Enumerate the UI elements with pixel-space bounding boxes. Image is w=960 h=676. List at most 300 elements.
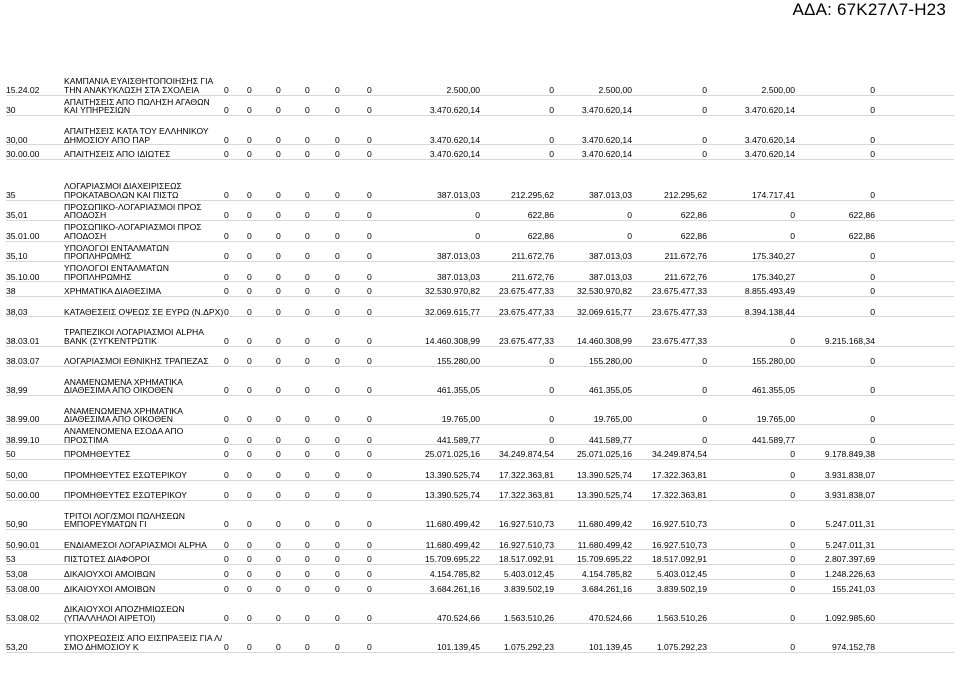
- amount-cell: 0: [549, 149, 554, 160]
- amount-cell: 0: [305, 149, 310, 160]
- amount-cell: 0: [870, 434, 875, 445]
- amount-cell: 0: [367, 414, 372, 425]
- amount-cell: 0: [224, 271, 229, 282]
- table-row: [6, 425, 954, 445]
- amount-cell: 0: [247, 449, 252, 460]
- amount-cell: 0: [247, 385, 252, 396]
- account-code: 35: [6, 190, 16, 201]
- amount-cell: 0: [276, 286, 281, 297]
- amount-cell: 0: [702, 356, 707, 367]
- account-description: ΑΝΑΜΕΝΩΜΕΝΑ ΧΡΗΜΑΤΙΚΑ ΔΙΑΘΕΣΙΜΑ ΑΠΟ ΟΙΚΟΘΕΝ: [64, 405, 183, 425]
- table-row: [6, 241, 954, 261]
- amount-cell: 32.530.970,82: [577, 286, 632, 297]
- account-code: 30,00: [6, 134, 28, 145]
- amount-cell: 2.500,00: [598, 85, 632, 96]
- amount-cell: 0: [335, 434, 340, 445]
- amount-cell: 0: [335, 641, 340, 652]
- amount-cell: 0: [367, 554, 372, 565]
- amount-cell: 0: [276, 469, 281, 480]
- amount-cell: 9.178.849,38: [824, 449, 875, 460]
- amount-cell: 0: [790, 519, 795, 530]
- amount-cell: 0: [276, 414, 281, 425]
- amount-cell: 0: [276, 85, 281, 96]
- amount-cell: 0: [870, 251, 875, 262]
- amount-cell: 0: [247, 490, 252, 501]
- amount-cell: 0: [247, 539, 252, 550]
- account-description: ΕΝΔΙΑΜΕΣΟΙ ΛΟΓΑΡΙΑΣΜΟΙ ALPHA: [64, 539, 207, 550]
- amount-cell: 0: [790, 469, 795, 480]
- amount-cell: 0: [627, 230, 632, 241]
- amount-cell: 13.390.525,74: [425, 469, 480, 480]
- amount-cell: 0: [790, 230, 795, 241]
- amount-cell: 0: [224, 251, 229, 262]
- amount-cell: 0: [335, 356, 340, 367]
- amount-cell: 0: [305, 134, 310, 145]
- amount-cell: 0: [702, 414, 707, 425]
- account-code: 30.00.00: [6, 149, 40, 160]
- amount-cell: 0: [790, 449, 795, 460]
- amount-cell: 0: [305, 230, 310, 241]
- account-description: ΤΡΙΤΟΙ ΛΟΓ/ΣΜΟΙ ΠΩΛΗΣΕΩΝ ΕΜΠΟΡΕΥΜΑΤΩΝ ΓΙ: [64, 510, 185, 530]
- amount-cell: 1.092.985,60: [824, 612, 875, 623]
- amount-cell: 622,86: [527, 210, 554, 221]
- amount-cell: 0: [276, 190, 281, 201]
- amount-cell: 0: [276, 105, 281, 116]
- table-row: [6, 568, 954, 579]
- amount-cell: 0: [305, 306, 310, 317]
- amount-cell: 0: [247, 85, 252, 96]
- account-description: ΠΡΟΜΗΘΕΥΤΕΣ: [64, 449, 131, 460]
- amount-cell: 0: [335, 414, 340, 425]
- account-code: 38.99.00: [6, 414, 40, 425]
- amount-cell: 0: [335, 569, 340, 580]
- table-row: [6, 623, 954, 652]
- amount-cell: 23.675.477,33: [652, 286, 707, 297]
- amount-cell: 13.390.525,74: [577, 469, 632, 480]
- amount-cell: 0: [790, 490, 795, 501]
- amount-cell: 0: [276, 612, 281, 623]
- amount-cell: 17.322.363,81: [652, 490, 707, 501]
- table-row: [6, 583, 954, 594]
- amount-cell: 0: [247, 149, 252, 160]
- amount-cell: 0: [247, 251, 252, 262]
- amount-cell: 0: [335, 105, 340, 116]
- account-code: 53.08.02: [6, 612, 40, 623]
- amount-cell: 23.675.477,33: [499, 286, 554, 297]
- amount-cell: 0: [305, 490, 310, 501]
- amount-cell: 0: [305, 190, 310, 201]
- amount-cell: 0: [790, 569, 795, 580]
- amount-cell: 19.765,00: [756, 414, 795, 425]
- amount-cell: 0: [870, 271, 875, 282]
- amount-cell: 0: [367, 306, 372, 317]
- table-row: [6, 594, 954, 623]
- amount-cell: 0: [335, 230, 340, 241]
- amount-cell: 461.355,05: [751, 385, 795, 396]
- amount-cell: 0: [335, 85, 340, 96]
- amount-cell: 0: [335, 251, 340, 262]
- amount-cell: 0: [702, 134, 707, 145]
- amount-cell: 0: [224, 641, 229, 652]
- amount-cell: 1.563.510,26: [503, 612, 554, 623]
- amount-cell: 0: [549, 105, 554, 116]
- amount-cell: 0: [475, 230, 480, 241]
- amount-cell: 0: [276, 641, 281, 652]
- amount-cell: 0: [247, 434, 252, 445]
- amount-cell: 32.069.615,77: [425, 306, 480, 317]
- amount-cell: 0: [367, 641, 372, 652]
- amount-cell: 0: [870, 149, 875, 160]
- amount-cell: 0: [335, 306, 340, 317]
- amount-cell: 0: [549, 434, 554, 445]
- amount-cell: 3.684.261,16: [581, 583, 632, 594]
- amount-cell: 15.709.695,22: [577, 554, 632, 565]
- account-code: 35,10: [6, 251, 28, 262]
- amount-cell: 0: [367, 335, 372, 346]
- amount-cell: 0: [367, 612, 372, 623]
- account-code: 30: [6, 105, 16, 116]
- amount-cell: 4.154.785,82: [429, 569, 480, 580]
- amount-cell: 441.589,77: [588, 434, 632, 445]
- amount-cell: 0: [549, 85, 554, 96]
- amount-cell: 0: [224, 414, 229, 425]
- account-description: ΛΟΓΑΡΙΑΣΜΟΙ ΕΘΝΙΚΗΣ ΤΡΑΠΕΖΑΣ: [64, 356, 209, 367]
- amount-cell: 0: [247, 230, 252, 241]
- table-row: [6, 530, 954, 550]
- amount-cell: 0: [367, 519, 372, 530]
- table-row: [6, 116, 954, 145]
- account-code: 38,03: [6, 306, 28, 317]
- amount-cell: 0: [367, 85, 372, 96]
- amount-cell: 0: [305, 251, 310, 262]
- amount-cell: 0: [335, 519, 340, 530]
- amount-cell: 0: [247, 306, 252, 317]
- amount-cell: 11.680.499,42: [425, 519, 480, 530]
- amount-cell: 622,86: [527, 230, 554, 241]
- amount-cell: 0: [870, 356, 875, 367]
- amount-cell: 441.589,77: [436, 434, 480, 445]
- account-description: ΠΡΟΣΩΠΙΚΟ-ΛΟΓΑΡΙΑΣΜΟΙ ΠΡΟΣ ΑΠΟΔΟΣΗ: [64, 222, 202, 241]
- amount-cell: 0: [335, 449, 340, 460]
- amount-cell: 0: [702, 434, 707, 445]
- account-code: 15.24.02: [6, 85, 40, 96]
- account-description: ΔΙΚΑΙΟΥΧΟΙ ΑΜΟΙΒΩΝ: [64, 569, 156, 580]
- amount-cell: 174.717,41: [751, 190, 795, 201]
- amount-cell: 3.839.502,19: [656, 583, 707, 594]
- amount-cell: 2.500,00: [446, 85, 480, 96]
- amount-cell: 0: [367, 569, 372, 580]
- amount-cell: 0: [276, 149, 281, 160]
- account-description: ΥΠΟΛΟΓΟΙ ΕΝΤΑΛΜΑΤΩΝ ΠΡΟΠΛΗΡΩΜΗΣ: [64, 262, 169, 282]
- amount-cell: 0: [870, 105, 875, 116]
- ada-header: ΑΔΑ: 67Κ27Λ7-Η23: [792, 0, 946, 19]
- amount-cell: 0: [702, 105, 707, 116]
- amount-cell: 175.340,27: [751, 271, 795, 282]
- amount-cell: 17.322.363,81: [499, 469, 554, 480]
- amount-cell: 0: [247, 554, 252, 565]
- amount-cell: 101.139,45: [588, 641, 632, 652]
- amount-cell: 0: [276, 251, 281, 262]
- amount-cell: 0: [870, 306, 875, 317]
- amount-cell: 0: [305, 641, 310, 652]
- amount-cell: 5.403.012,45: [656, 569, 707, 580]
- amount-cell: 0: [305, 539, 310, 550]
- table-row: [6, 460, 954, 480]
- amount-cell: 0: [305, 335, 310, 346]
- table-row: [6, 553, 954, 564]
- account-code: 38,99: [6, 385, 28, 396]
- amount-cell: 0: [870, 385, 875, 396]
- amount-cell: 0: [276, 539, 281, 550]
- amount-cell: 14.460.308,99: [425, 335, 480, 346]
- amount-cell: 0: [305, 569, 310, 580]
- amount-cell: 0: [305, 519, 310, 530]
- account-code: 38: [6, 286, 16, 297]
- amount-cell: 25.071.025,16: [425, 449, 480, 460]
- amount-cell: 0: [870, 286, 875, 297]
- amount-cell: 13.390.525,74: [577, 490, 632, 501]
- amount-cell: 0: [276, 306, 281, 317]
- amount-cell: 155.280,00: [751, 356, 795, 367]
- amount-cell: 3.839.502,19: [503, 583, 554, 594]
- amount-cell: 1.248.226,63: [824, 569, 875, 580]
- amount-cell: 175.340,27: [751, 251, 795, 262]
- amount-cell: 0: [790, 210, 795, 221]
- amount-cell: 387.013,03: [436, 271, 480, 282]
- amount-cell: 0: [224, 85, 229, 96]
- amount-cell: 0: [224, 519, 229, 530]
- amount-cell: 0: [335, 612, 340, 623]
- amount-cell: 0: [247, 190, 252, 201]
- amount-cell: 0: [305, 449, 310, 460]
- amount-cell: 16.927.510,73: [652, 519, 707, 530]
- amount-cell: 32.530.970,82: [425, 286, 480, 297]
- amount-cell: 0: [627, 210, 632, 221]
- amount-cell: 0: [224, 230, 229, 241]
- account-code: 35,01: [6, 210, 28, 221]
- amount-cell: 0: [224, 356, 229, 367]
- amount-cell: 211.672,76: [664, 271, 707, 282]
- amount-cell: 0: [335, 469, 340, 480]
- amount-cell: 0: [367, 539, 372, 550]
- amount-cell: 155.280,00: [436, 356, 480, 367]
- amount-cell: 3.470.620,14: [429, 105, 480, 116]
- amount-cell: 0: [702, 149, 707, 160]
- amount-cell: 0: [305, 271, 310, 282]
- amount-cell: 0: [224, 449, 229, 460]
- amount-cell: 0: [224, 469, 229, 480]
- ledger-table: [6, 58, 954, 653]
- amount-cell: 0: [702, 85, 707, 96]
- amount-cell: 0: [224, 554, 229, 565]
- account-code: 50: [6, 449, 16, 460]
- amount-cell: 622,86: [848, 210, 875, 221]
- amount-cell: 470.524,66: [588, 612, 632, 623]
- amount-cell: 212.295,62: [663, 190, 707, 201]
- amount-cell: 3.931.838,07: [824, 469, 875, 480]
- amount-cell: 0: [790, 335, 795, 346]
- amount-cell: 15.709.695,22: [425, 554, 480, 565]
- account-description: ΑΠΑΙΤΗΣΕΙΣ ΚΑΤΑ ΤΟΥ ΕΛΛΗΝΙΚΟΥ ΔΗΜΟΣΙΟΥ ΑΠΟ ΠΑΡ: [64, 125, 209, 145]
- amount-cell: 3.931.838,07: [824, 490, 875, 501]
- amount-cell: 387.013,03: [588, 271, 632, 282]
- account-code: 38.03.01: [6, 335, 40, 346]
- amount-cell: 0: [790, 641, 795, 652]
- amount-cell: 387.013,03: [436, 251, 480, 262]
- amount-cell: 17.322.363,81: [652, 469, 707, 480]
- amount-cell: 441.589,77: [751, 434, 795, 445]
- amount-cell: 19.765,00: [441, 414, 480, 425]
- amount-cell: 0: [247, 569, 252, 580]
- amount-cell: 14.460.308,99: [577, 335, 632, 346]
- amount-cell: 0: [276, 554, 281, 565]
- amount-cell: 13.390.525,74: [425, 490, 480, 501]
- amount-cell: 0: [335, 583, 340, 594]
- amount-cell: 0: [790, 612, 795, 623]
- amount-cell: 0: [224, 385, 229, 396]
- amount-cell: 3.470.620,14: [429, 149, 480, 160]
- amount-cell: 8.394.138,44: [744, 306, 795, 317]
- amount-cell: 0: [247, 469, 252, 480]
- amount-cell: 0: [367, 105, 372, 116]
- account-description: ΛΟΓΑΡΙΑΣΜΟΙ ΔΙΑΧΕΙΡΙΣΕΩΣ ΠΡΟΚΑΤΑΒΟΛΩΝ ΚΑΙ ΠΙΣΤΩ: [64, 181, 182, 201]
- amount-cell: 0: [247, 641, 252, 652]
- amount-cell: 0: [549, 134, 554, 145]
- amount-cell: 0: [224, 105, 229, 116]
- amount-cell: 2.500,00: [761, 85, 795, 96]
- amount-cell: 211.672,76: [511, 271, 554, 282]
- amount-cell: 0: [224, 583, 229, 594]
- amount-cell: 0: [870, 190, 875, 201]
- amount-cell: 0: [367, 490, 372, 501]
- amount-cell: 0: [335, 210, 340, 221]
- amount-cell: 0: [335, 134, 340, 145]
- amount-cell: 0: [276, 583, 281, 594]
- amount-cell: 3.470.620,14: [581, 105, 632, 116]
- account-code: 50,00: [6, 469, 28, 480]
- amount-cell: 212.295,62: [510, 190, 554, 201]
- amount-cell: 0: [276, 449, 281, 460]
- amount-cell: 0: [367, 251, 372, 262]
- amount-cell: 0: [224, 490, 229, 501]
- amount-cell: 23.675.477,33: [499, 335, 554, 346]
- amount-cell: 17.322.363,81: [499, 490, 554, 501]
- amount-cell: 11.680.499,42: [577, 519, 632, 530]
- amount-cell: 19.765,00: [593, 414, 632, 425]
- ledger-body: [6, 58, 954, 652]
- amount-cell: 5.247.011,31: [825, 539, 875, 550]
- amount-cell: 0: [247, 414, 252, 425]
- table-row: [6, 366, 954, 395]
- amount-cell: 387.013,03: [588, 190, 632, 201]
- amount-cell: 0: [790, 554, 795, 565]
- account-code: 38.99.10: [6, 434, 40, 445]
- amount-cell: 0: [224, 210, 229, 221]
- amount-cell: 461.355,05: [588, 385, 632, 396]
- amount-cell: 211.672,76: [664, 251, 707, 262]
- amount-cell: 32.069.615,77: [577, 306, 632, 317]
- amount-cell: 0: [224, 335, 229, 346]
- amount-cell: 11.680.499,42: [577, 539, 632, 550]
- account-description: ΑΝΑΜΕΝΟΜΕΝΑ ΕΣΟΔΑ ΑΠΟ ΠΡΟΣΤΙΜΑ: [64, 426, 184, 445]
- amount-cell: 8.855.493,49: [744, 286, 795, 297]
- amount-cell: 0: [335, 271, 340, 282]
- amount-cell: 0: [305, 414, 310, 425]
- account-code: 35.01.00: [6, 230, 40, 241]
- amount-cell: 0: [247, 519, 252, 530]
- amount-cell: 5.403.012,45: [503, 569, 554, 580]
- account-description: ΑΠΑΙΤΗΣΕΙΣ ΑΠΟ ΠΩΛΗΣΗ ΑΓΑΘΩΝ ΚΑΙ ΥΠΗΡΕΣΙΩΝ: [64, 96, 210, 116]
- amount-cell: 3.470.620,14: [581, 134, 632, 145]
- amount-cell: 23.675.477,33: [652, 306, 707, 317]
- account-description: ΚΑΤΑΘΕΣΕΙΣ ΟΨΕΩΣ ΣΕ ΕΥΡΩ (Ν.ΔΡΧ): [64, 306, 224, 317]
- amount-cell: 0: [305, 85, 310, 96]
- table-row: [6, 261, 954, 281]
- amount-cell: 0: [367, 230, 372, 241]
- amount-cell: 0: [475, 210, 480, 221]
- amount-cell: 0: [305, 210, 310, 221]
- amount-cell: 155.241,03: [831, 583, 875, 594]
- account-description: ΥΠΟΧΡΕΩΣΕΙΣ ΑΠΟ ΕΙΣΠΡΑΞΕΙΣ ΓΙΑ Λ/ΣΜΟ ΔΗΜΟΣΙΟΥ Κ: [64, 633, 223, 652]
- table-row: [6, 448, 954, 459]
- amount-cell: 387.013,03: [588, 251, 632, 262]
- amount-cell: 0: [224, 286, 229, 297]
- amount-cell: 622,86: [848, 230, 875, 241]
- amount-cell: 622,86: [680, 210, 707, 221]
- amount-cell: 3.684.261,16: [429, 583, 480, 594]
- amount-cell: 3.470.620,14: [744, 134, 795, 145]
- table-row: [6, 58, 954, 95]
- amount-cell: 0: [367, 286, 372, 297]
- amount-cell: 0: [276, 134, 281, 145]
- table-row: [6, 163, 954, 200]
- account-code: 38.03.07: [6, 356, 40, 367]
- amount-cell: 23.675.477,33: [499, 306, 554, 317]
- table-row: [6, 317, 954, 346]
- table-row: [6, 500, 954, 529]
- amount-cell: 25.071.025,16: [577, 449, 632, 460]
- amount-cell: 0: [224, 539, 229, 550]
- amount-cell: 0: [305, 356, 310, 367]
- amount-cell: 211.672,76: [511, 251, 554, 262]
- table-row: [6, 95, 954, 115]
- account-description: ΠΙΣΤΩΤΕΣ ΔΙΑΦΟΡΟΙ: [64, 554, 150, 565]
- amount-cell: 0: [367, 134, 372, 145]
- account-description: ΑΝΑΜΕΝΩΜΕΝΑ ΧΡΗΜΑΤΙΚΑ ΔΙΑΘΕΣΙΜΑ ΑΠΟ ΟΙΚΟΘΕΝ: [64, 376, 183, 396]
- account-description: ΧΡΗΜΑΤΙΚΑ ΔΙΑΘΕΣΙΜΑ: [64, 286, 162, 297]
- amount-cell: 0: [367, 271, 372, 282]
- amount-cell: 0: [335, 286, 340, 297]
- account-description: ΥΠΟΛΟΓΟΙ ΕΝΤΑΛΜΑΤΩΝ ΠΡΟΠΛΗΡΩΜΗΣ: [64, 242, 169, 262]
- amount-cell: 0: [305, 385, 310, 396]
- amount-cell: 34.249.874,54: [652, 449, 707, 460]
- amount-cell: 0: [305, 554, 310, 565]
- amount-cell: 0: [247, 271, 252, 282]
- amount-cell: 16.927.510,73: [499, 539, 554, 550]
- amount-cell: 0: [335, 335, 340, 346]
- account-description: ΤΡΑΠΕΖΙΚΟΙ ΛΟΓΑΡΙΑΣΜΟΙ ALPHA BANK (ΣΥΓΚΕΝΤΡΩΤΙΚ: [64, 327, 204, 346]
- amount-cell: 0: [247, 335, 252, 346]
- amount-cell: 0: [276, 490, 281, 501]
- amount-cell: 18.517.092,91: [499, 554, 554, 565]
- amount-cell: 18.517.092,91: [652, 554, 707, 565]
- amount-cell: 622,86: [680, 230, 707, 241]
- account-code: 50,90: [6, 519, 28, 530]
- account-description: ΠΡΟΜΗΘΕΥΤΕΣ ΕΣΩΤΕΡΙΚΟΥ: [64, 469, 187, 480]
- amount-cell: 0: [367, 583, 372, 594]
- amount-cell: 0: [367, 210, 372, 221]
- account-description: ΚΑΜΠΑΝΙΑ ΕΥΑΙΣΘΗΤΟΠΟΙΗΣΗΣ ΓΙΑ ΤΗΝ ΑΝΑΚΥΚΛΩΣΗ ΣΤΑ ΣΧΟΛΕΙΑ: [64, 76, 213, 96]
